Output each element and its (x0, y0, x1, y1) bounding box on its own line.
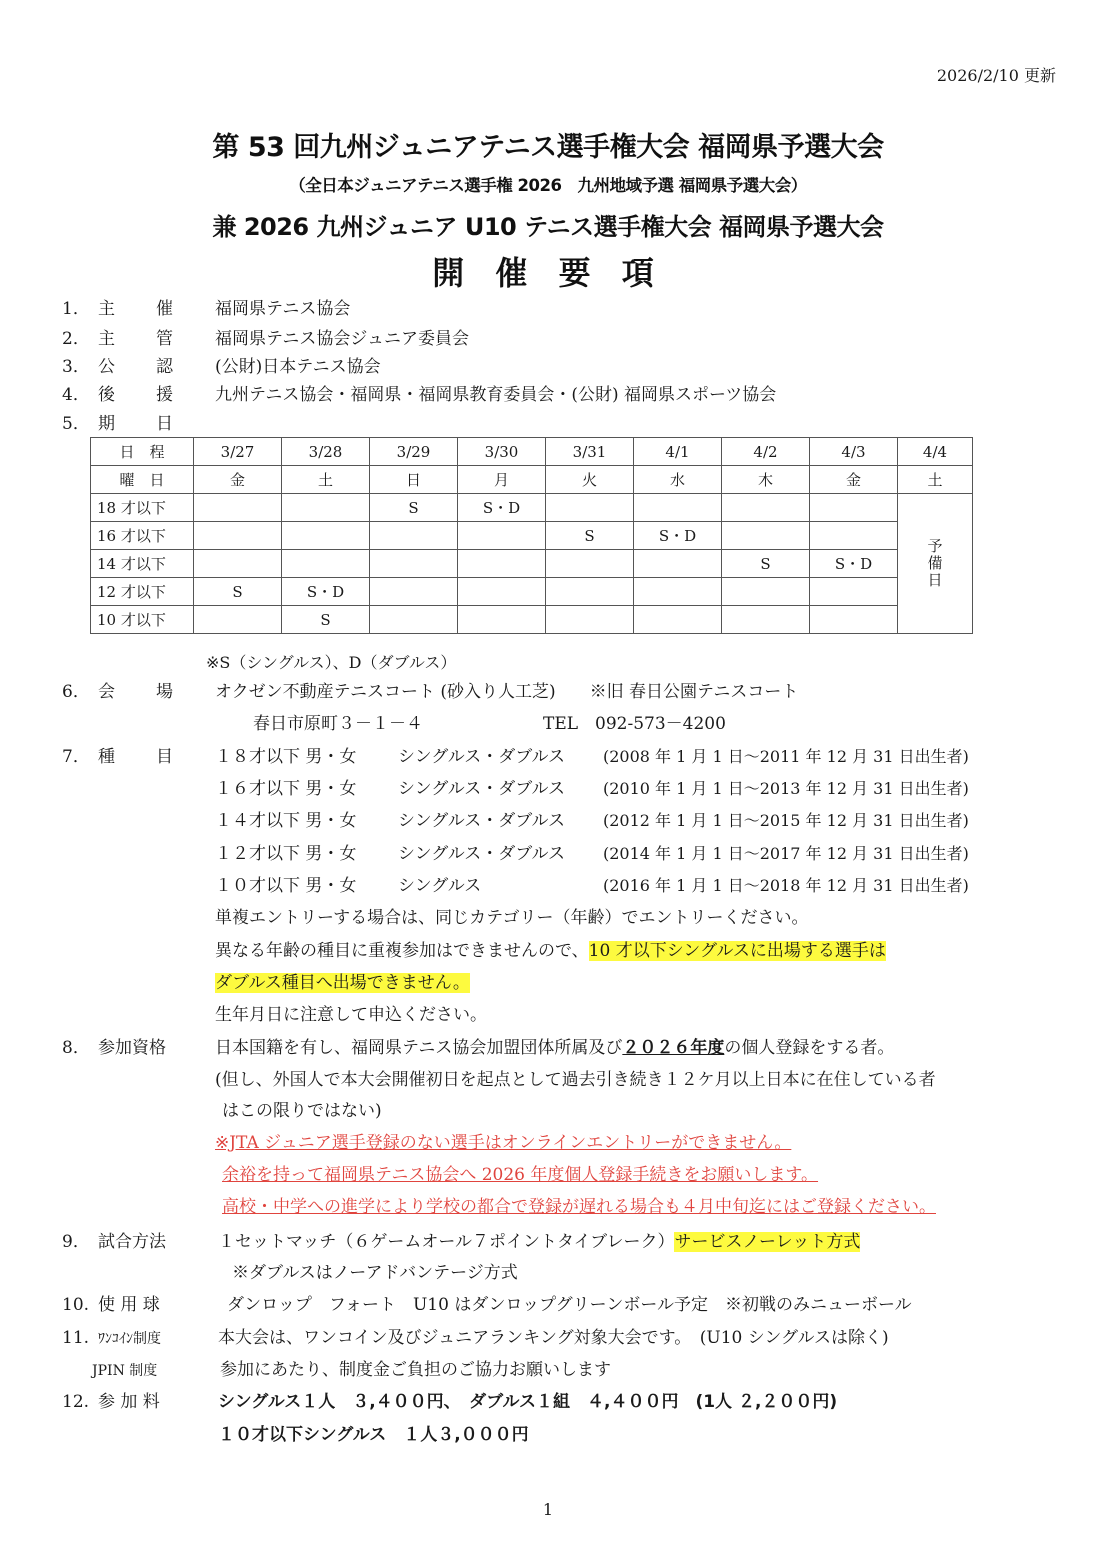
date-cell: 4/2 (722, 438, 810, 466)
section-number: 11. (62, 1328, 90, 1348)
section-support (62, 384, 777, 406)
schedule-cell (458, 578, 546, 606)
section-number: 4． (62, 385, 90, 405)
doubles-format-note: ※ダブルスはノーアドバンテージ方式 (232, 1263, 518, 1283)
schedule-cell (194, 606, 282, 634)
event-birth-range: (2012 年 1 月 1 日～2015 年 12 月 31 日出生者) (603, 811, 969, 830)
weekday-cell: 土 (898, 466, 973, 494)
weekday-cell: 火 (546, 466, 634, 494)
fee-line: シングルス１人 ３,４００円、 ダブルス１組 ４,４００円 (1人 ２,２００円) (218, 1392, 838, 1412)
schedule-cell: S・D (634, 522, 722, 550)
section-value: 九州テニス協会・福岡県・福岡県教育委員会・(公財) 福岡県スポーツ協会 (215, 385, 777, 405)
page-heading: 開 催 要 項 (432, 254, 664, 292)
label-char: 催 (156, 299, 173, 319)
section-label: JPIN 制度 (92, 1363, 158, 1379)
section-label: 試合方法 (98, 1232, 166, 1252)
highlighted-note: ダブルス種目へ出場できません。 (215, 973, 470, 993)
schedule-cell (194, 522, 282, 550)
date-cell: 4/3 (810, 438, 898, 466)
birthdate-note: 生年月日に注意して申込ください。 (215, 1005, 487, 1025)
schedule-cell (282, 494, 370, 522)
match-format-text: １セットマッチ（６ゲームオール７ポイントタイブレーク） (218, 1232, 675, 1252)
event-type: シングルス・ダブルス (398, 779, 566, 799)
table-row-dates (91, 438, 973, 466)
schedule-cell (282, 522, 370, 550)
weekday-cell: 月 (458, 466, 546, 494)
schedule-cell (194, 494, 282, 522)
section-number: 9． (62, 1232, 90, 1252)
label-char: 期 (98, 414, 115, 434)
venue-address: 春日市原町３－１－４ (253, 714, 423, 734)
date-cell: 3/28 (282, 438, 370, 466)
schedule-cell (458, 550, 546, 578)
table-header-cell: 曜 日 (91, 466, 194, 494)
weekday-cell: 水 (634, 466, 722, 494)
schedule-cell (810, 494, 898, 522)
label-char: 公 (98, 357, 115, 377)
section-sanction (62, 356, 381, 378)
warning-register-early: 余裕を持って福岡県テニス協会へ 2026 年度個人登録手続きをお願いします。 (222, 1165, 819, 1185)
date-cell: 4/1 (634, 438, 722, 466)
schedule-cell (634, 550, 722, 578)
venue-tel: TEL 092-573－4200 (543, 714, 726, 734)
schedule-cell: S (722, 550, 810, 578)
foreigner-note: (但し、外国人で本大会開催初日を起点として過去引き続き１２ケ月以上日本に在住している者 (215, 1070, 936, 1090)
schedule-cell (194, 550, 282, 578)
age-cell: 10 才以下 (91, 606, 194, 634)
section-number: 12. (62, 1392, 90, 1412)
warning-register-deadline: 高校・中学への進学により学校の都合で登録が遅れる場合も４月中旬迄にはご登録ください。 (222, 1197, 936, 1217)
event-age: １８才以下 男・女 (215, 747, 357, 767)
schedule-cell (810, 522, 898, 550)
table-row (91, 494, 973, 522)
weekday-cell: 日 (370, 466, 458, 494)
schedule-cell: S (282, 606, 370, 634)
label-char: 管 (156, 329, 173, 349)
event-age: １６才以下 男・女 (215, 779, 357, 799)
section-value: 福岡県テニス協会ジュニア委員会 (215, 329, 469, 349)
schedule-cell (370, 606, 458, 634)
entry-note: 単複エントリーする場合は、同じカテゴリー（年齢）でエントリーください。 (215, 908, 809, 928)
event-type: シングルス・ダブルス (398, 811, 566, 831)
event-age: １４才以下 男・女 (215, 811, 357, 831)
venue-name: オクゼン不動産テニスコート (砂入り人工芝) ※旧 春日公園テニスコート (215, 682, 799, 702)
section-match-format (62, 1231, 214, 1253)
schedule-legend: ※S（シングルス）、D（ダブルス） (206, 653, 457, 672)
table-row (91, 522, 973, 550)
label-char: 会 (98, 682, 115, 702)
jpin-info: 参加にあたり、制度金ご負担のご協力お願いします (220, 1360, 611, 1380)
schedule-cell (458, 606, 546, 634)
table-row (91, 606, 973, 634)
one-coin-info: 本大会は、ワンコイン及びジュニアランキング対象大会です。 (U10 シングルスは除く) (218, 1328, 889, 1348)
section-management (62, 328, 469, 350)
schedule-cell: S・D (458, 494, 546, 522)
schedule-cell (370, 578, 458, 606)
highlighted-no-let: サービスノーレット方式 (674, 1232, 861, 1252)
event-age: １０才以下 男・女 (215, 876, 357, 896)
schedule-cell (722, 606, 810, 634)
section-value: (公財)日本テニス協会 (215, 357, 381, 377)
table-header-cell: 日 程 (91, 438, 194, 466)
section-number: 6． (62, 682, 90, 702)
jpin-label-row (92, 1359, 157, 1382)
section-events (62, 746, 214, 768)
weekday-cell: 土 (282, 466, 370, 494)
page-title: 第 53 回九州ジュニアテニス選手権大会 福岡県予選大会 (212, 132, 884, 163)
date-cell: 3/31 (546, 438, 634, 466)
section-number: 2． (62, 329, 90, 349)
schedule-cell (458, 522, 546, 550)
schedule-cell (722, 494, 810, 522)
age-cell: 16 才以下 (91, 522, 194, 550)
eligibility-text: の個人登録をする者。 (724, 1038, 895, 1058)
schedule-cell: S (546, 522, 634, 550)
label-char: 援 (156, 385, 173, 405)
schedule-cell (370, 522, 458, 550)
schedule-cell (546, 606, 634, 634)
section-value: 福岡県テニス協会 (215, 299, 351, 319)
schedule-cell (722, 522, 810, 550)
event-type: シングルス・ダブルス (398, 747, 566, 767)
highlighted-note: 10 才以下シングルスに出場する選手は (588, 941, 886, 961)
section-number: 10. (62, 1295, 90, 1315)
section-one-coin (62, 1327, 214, 1350)
schedule-cell (634, 606, 722, 634)
event-birth-range: (2014 年 1 月 1 日～2017 年 12 月 31 日出生者) (603, 844, 969, 863)
label-char: 場 (156, 682, 173, 702)
updated-date: 2026/2/10 更新 (936, 66, 1056, 85)
reserve-day-cell: 予備日 (898, 494, 973, 634)
section-ball (62, 1294, 214, 1316)
schedule-cell: S・D (810, 550, 898, 578)
section-number: 7． (62, 747, 90, 767)
section-number: 5． (62, 414, 90, 434)
table-row-weekdays (91, 466, 973, 494)
schedule-cell (546, 550, 634, 578)
schedule-cell: S (194, 578, 282, 606)
schedule-cell (546, 578, 634, 606)
label-char: 後 (98, 385, 115, 405)
schedule-cell (810, 606, 898, 634)
schedule-cell (722, 578, 810, 606)
schedule-cell (634, 494, 722, 522)
event-type: シングルス (398, 876, 482, 896)
date-cell: 3/27 (194, 438, 282, 466)
label-char: 日 (156, 414, 173, 434)
schedule-cell (810, 578, 898, 606)
event-birth-range: (2008 年 1 月 1 日～2011 年 12 月 31 日出生者) (603, 747, 969, 766)
section-number: 3． (62, 357, 90, 377)
weekday-cell: 木 (722, 466, 810, 494)
ball-info: ダンロップ フォート U10 はダンロップグリーンボール予定 ※初戦のみニューボール (227, 1295, 912, 1315)
page-combined-title: 兼 2026 九州ジュニア U10 テニス選手権大会 福岡県予選大会 (212, 213, 884, 241)
schedule-cell (546, 494, 634, 522)
section-dates (62, 413, 214, 435)
foreigner-note-cont: はこの限りではない) (222, 1101, 382, 1121)
label-char: 種 (98, 747, 115, 767)
note-text: 異なる年齢の種目に重複参加はできませんので、 (215, 941, 589, 961)
table-row (91, 578, 973, 606)
weekday-cell: 金 (194, 466, 282, 494)
section-fee (62, 1391, 214, 1413)
doubles-restriction (215, 972, 470, 994)
warning-jta-registration: ※JTA ジュニア選手登録のない選手はオンラインエントリーができません。 (215, 1133, 792, 1153)
page-subtitle: （全日本ジュニアテニス選手権 2026 九州地域予選 福岡県予選大会） (289, 176, 807, 195)
section-organizer (62, 298, 351, 320)
label-char: 目 (156, 747, 173, 767)
schedule-cell: S (370, 494, 458, 522)
date-cell: 4/4 (898, 438, 973, 466)
label-char: 認 (156, 357, 173, 377)
weekday-cell: 金 (810, 466, 898, 494)
duplicate-note (215, 940, 886, 962)
section-venue (62, 681, 799, 703)
age-cell: 12 才以下 (91, 578, 194, 606)
section-label: ﾜﾝｺｲﾝ制度 (98, 1331, 161, 1347)
match-format-line (218, 1231, 860, 1253)
fee-u10-line: １０才以下シングルス １人３,０００円 (218, 1425, 529, 1445)
eligibility-line (215, 1037, 894, 1059)
table-row (91, 550, 973, 578)
section-number: 1． (62, 299, 90, 319)
schedule-cell (634, 578, 722, 606)
eligibility-text: 日本国籍を有し、福岡県テニス協会加盟団体所属及び (215, 1038, 623, 1058)
schedule-cell (370, 550, 458, 578)
section-number: 8． (62, 1038, 90, 1058)
page-number: 1 (542, 1500, 554, 1519)
label-char: 主 (98, 329, 115, 349)
section-eligibility (62, 1037, 214, 1059)
event-birth-range: (2016 年 1 月 1 日～2018 年 12 月 31 日出生者) (603, 876, 969, 895)
date-cell: 3/29 (370, 438, 458, 466)
event-birth-range: (2010 年 1 月 1 日～2013 年 12 月 31 日出生者) (603, 779, 969, 798)
section-label: 参 加 料 (98, 1392, 160, 1412)
event-type: シングルス・ダブルス (398, 844, 566, 864)
schedule-cell: S・D (282, 578, 370, 606)
date-cell: 3/30 (458, 438, 546, 466)
age-cell: 14 才以下 (91, 550, 194, 578)
section-label: 使 用 球 (98, 1295, 160, 1315)
age-cell: 18 才以下 (91, 494, 194, 522)
section-label: 参加資格 (98, 1038, 166, 1058)
schedule-cell (282, 550, 370, 578)
label-char: 主 (98, 299, 115, 319)
schedule-table (90, 437, 973, 634)
eligibility-year: ２０２６年度 (622, 1038, 725, 1058)
event-age: １２才以下 男・女 (215, 844, 357, 864)
